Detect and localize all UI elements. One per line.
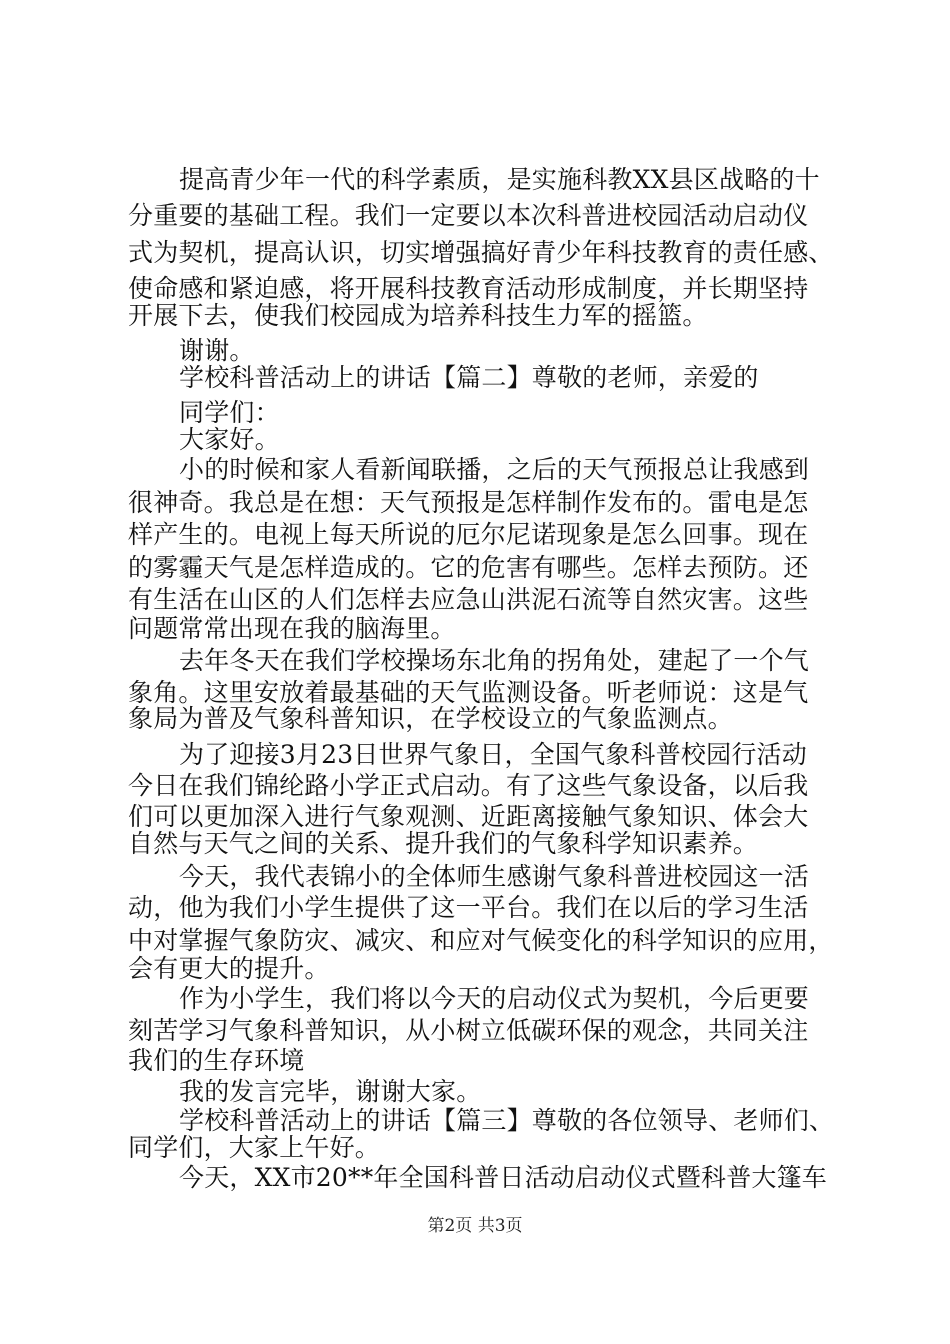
text-line: 为了迎接3月23日世界气象日，全国气象科普校园行活动 [179, 740, 807, 769]
text-line: 提高青少年一代的科学素质，是实施科教XX县区战略的十 [179, 165, 820, 194]
section-heading-line: 学校科普活动上的讲话【篇三】尊敬的各位领导、老师们、 [179, 1106, 835, 1135]
text-line: 很神奇。我总是在想：天气预报是怎样制作发布的。雷电是怎 [128, 488, 809, 517]
section-heading-line: 学校科普活动上的讲话【篇二】尊敬的老师，亲爱的 [179, 363, 759, 392]
page-number-label: 第2页 共3页 [427, 1216, 523, 1236]
text-line: 样产生的。电视上每天所说的厄尔尼诺现象是怎么回事。现在 [128, 520, 809, 549]
text-line: 同学们： [179, 398, 280, 427]
text-line: 有生活在山区的人们怎样去应急山洪泥石流等自然灾害。这些 [128, 585, 809, 614]
text-line: 我们的生存环境 [128, 1046, 305, 1075]
page-footer [0, 1215, 950, 1237]
text-line: 动，他为我们小学生提供了这一平台。我们在以后的学习生活 [128, 893, 809, 922]
text-line: 我的发言完毕，谢谢大家。 [179, 1077, 482, 1106]
text-line: 大家好。 [179, 425, 280, 454]
text-line: 刻苦学习气象科普知识，从小树立低碳环保的观念，共同关注 [128, 1016, 809, 1045]
text-line: 小的时候和家人看新闻联播，之后的天气预报总让我感到 [179, 455, 810, 484]
text-line: 同学们，大家上午好。 [128, 1133, 381, 1162]
text-line: 开展下去，使我们校园成为培养科技生力军的摇篮。 [128, 301, 708, 330]
text-line: 今日在我们锦纶路小学正式启动。有了这些气象设备，以后我 [128, 771, 809, 800]
text-line: 的雾霾天气是怎样造成的。它的危害有哪些。怎样去预防。还 [128, 553, 809, 582]
text-line: 去年冬天在我们学校操场东北角的拐角处，建起了一个气 [179, 646, 810, 675]
text-line: 谢谢。 [179, 336, 255, 365]
text-line: 使命感和紧迫感，将开展科技教育活动形成制度，并长期坚持 [128, 274, 809, 303]
text-line: 今天，我代表锦小的全体师生感谢气象科普进校园这一活 [179, 862, 810, 891]
text-line: 象角。这里安放着最基础的天气监测设备。听老师说：这是气 [128, 678, 809, 707]
text-line: 作为小学生，我们将以今天的启动仪式为契机，今后更要 [179, 984, 810, 1013]
text-line: 问题常常出现在我的脑海里。 [128, 614, 456, 643]
text-line: 中对掌握气象防灾、减灾、和应对气候变化的科学知识的应用， [128, 926, 834, 955]
text-line: 今天，XX市20**年全国科普日活动启动仪式暨科普大篷车 [179, 1163, 828, 1192]
text-line: 们可以更加深入进行气象观测、近距离接触气象知识、体会大 [128, 802, 809, 831]
text-line: 自然与天气之间的关系、提升我们的气象科学知识素养。 [128, 829, 759, 858]
text-line: 式为契机，提高认识，切实增强搞好青少年科技教育的责任感、 [128, 238, 834, 267]
text-line: 象局为普及气象科普知识，在学校设立的气象监测点。 [128, 704, 733, 733]
text-line: 分重要的基础工程。我们一定要以本次科普进校园活动启动仪 [128, 201, 809, 230]
text-line: 会有更大的提升。 [128, 954, 330, 983]
